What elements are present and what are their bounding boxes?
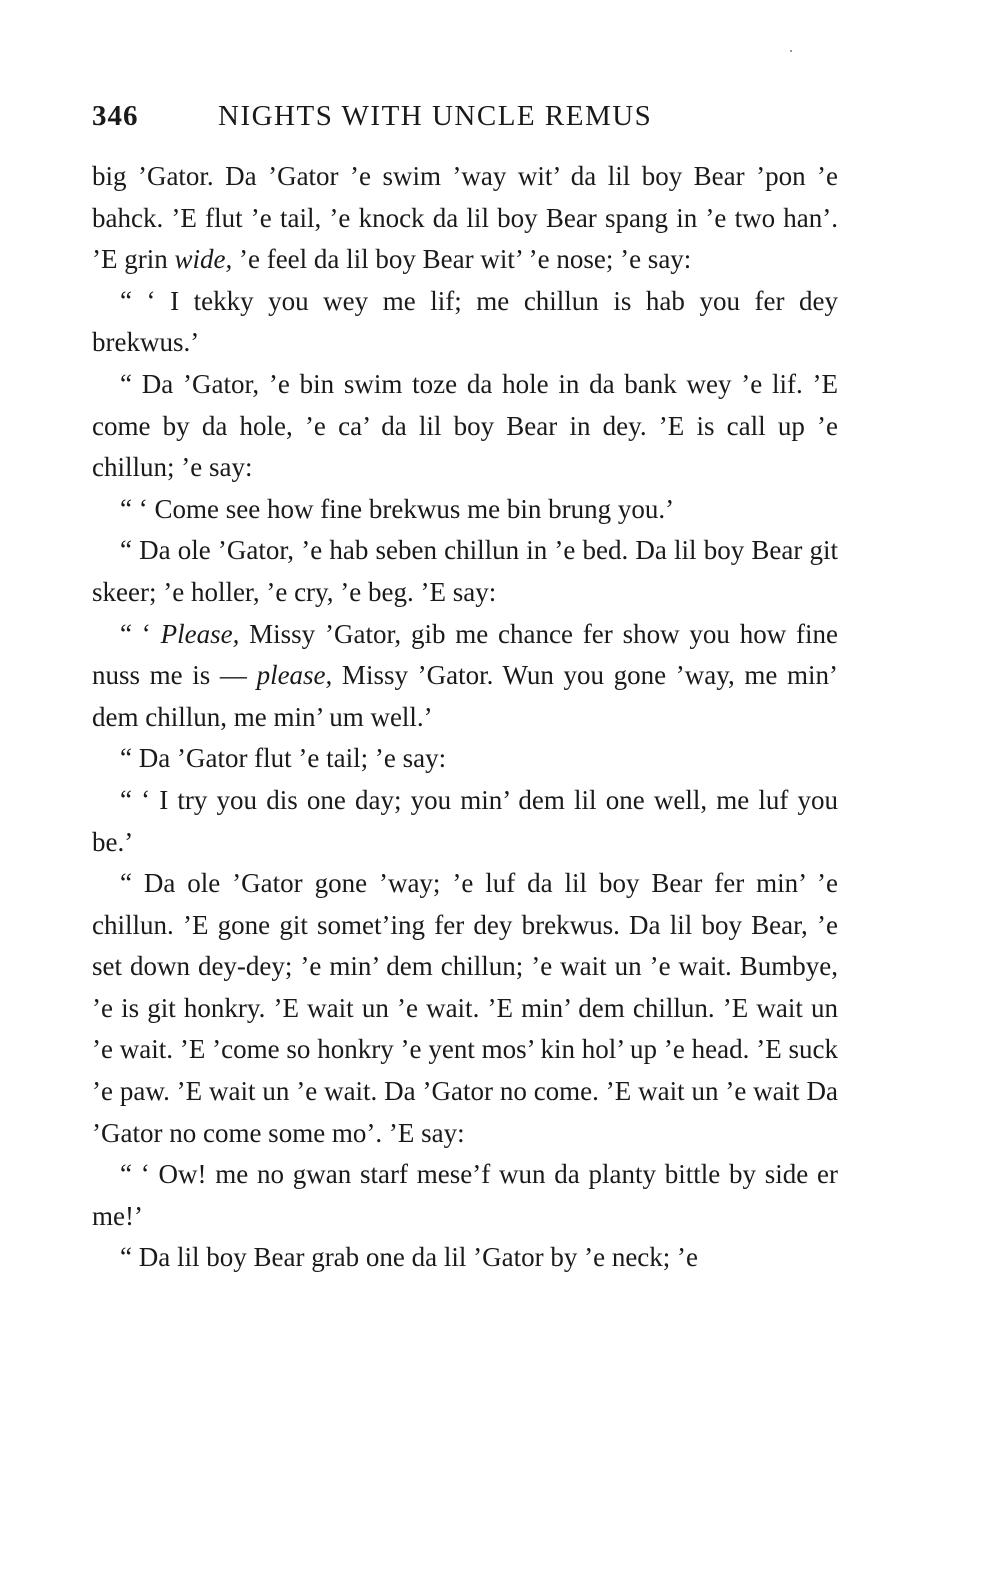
paragraph: “ ‘ Please, Missy ’Gator, gib me chance fer show you how fine nuss me is — please, Missy ’Gator. Wun you gone ’way, me min’ dem chillun, me min’ um well.’ (92, 618, 838, 732)
paragraph: “ Da ole ’Gator, ’e hab seben chillun in ’e bed. Da lil boy Bear git skeer; ’e holler, ’e cry, ’e beg. ’E say: (92, 535, 838, 607)
paragraph: big ’Gator. Da ’Gator ’e swim ’way wit’ da lil boy Bear ’pon ’e bahck. ’E flut ’e tail, ’e knock da lil boy Bear spang in ’e two han’. ’E grin wide, ’e feel da lil boy Bear wit’ ’e nose; ’e say: (92, 161, 838, 275)
paragraph: “ ‘ I tekky you wey me lif; me chillun is hab you fer dey brekwus.’ (92, 285, 838, 358)
paragraph: “ ‘ Ow! me no gwan starf mese’f wun da planty bittle by side er me!’ (92, 1159, 838, 1231)
paragraph: “ Da lil boy Bear grab one da lil ’Gator by ’e neck; ’e (120, 1242, 699, 1273)
paragraph: “ ‘ Come see how fine brekwus me bin brung you.’ (120, 493, 675, 524)
body-text (92, 156, 838, 1279)
running-head (92, 100, 838, 136)
stray-ink-mark (790, 50, 792, 52)
paragraph: “ ‘ I try you dis one day; you min’ dem lil one well, me luf you be.’ (92, 784, 838, 857)
page-number: 346 (92, 100, 139, 132)
book-page (92, 100, 838, 1279)
book-title: NIGHTS WITH UNCLE REMUS (218, 100, 653, 132)
paragraph: “ Da ’Gator, ’e bin swim toze da hole in da bank wey ’e lif. ’E come by da hole, ’e ca’ da lil boy Bear in dey. ’E is call up ’e chillun; ’e say: (92, 368, 838, 483)
paragraph: “ Da ’Gator flut ’e tail; ’e say: (120, 743, 447, 774)
paragraph: “ Da ole ’Gator gone ’way; ’e luf da lil boy Bear fer min’ ’e chillun. ’E gone git somet’ing fer dey brekwus. Da lil boy Bear, ’e set down dey-dey; ’e min’ dem chillun; ’e wait un ’e wait. Bumbye, ’e is git honkry. ’E wait un ’e wait. ’E min’ dem chillun. ’E wait un ’e wait. ’E ’come so honkry ’e yent mos’ kin hol’ up ’e head. ’E suck ’e paw. ’E wait un ’e wait. Da ’Gator no come. ’E wait un ’e wait Da ’Gator no come some mo’. ’E say: (92, 868, 838, 1148)
